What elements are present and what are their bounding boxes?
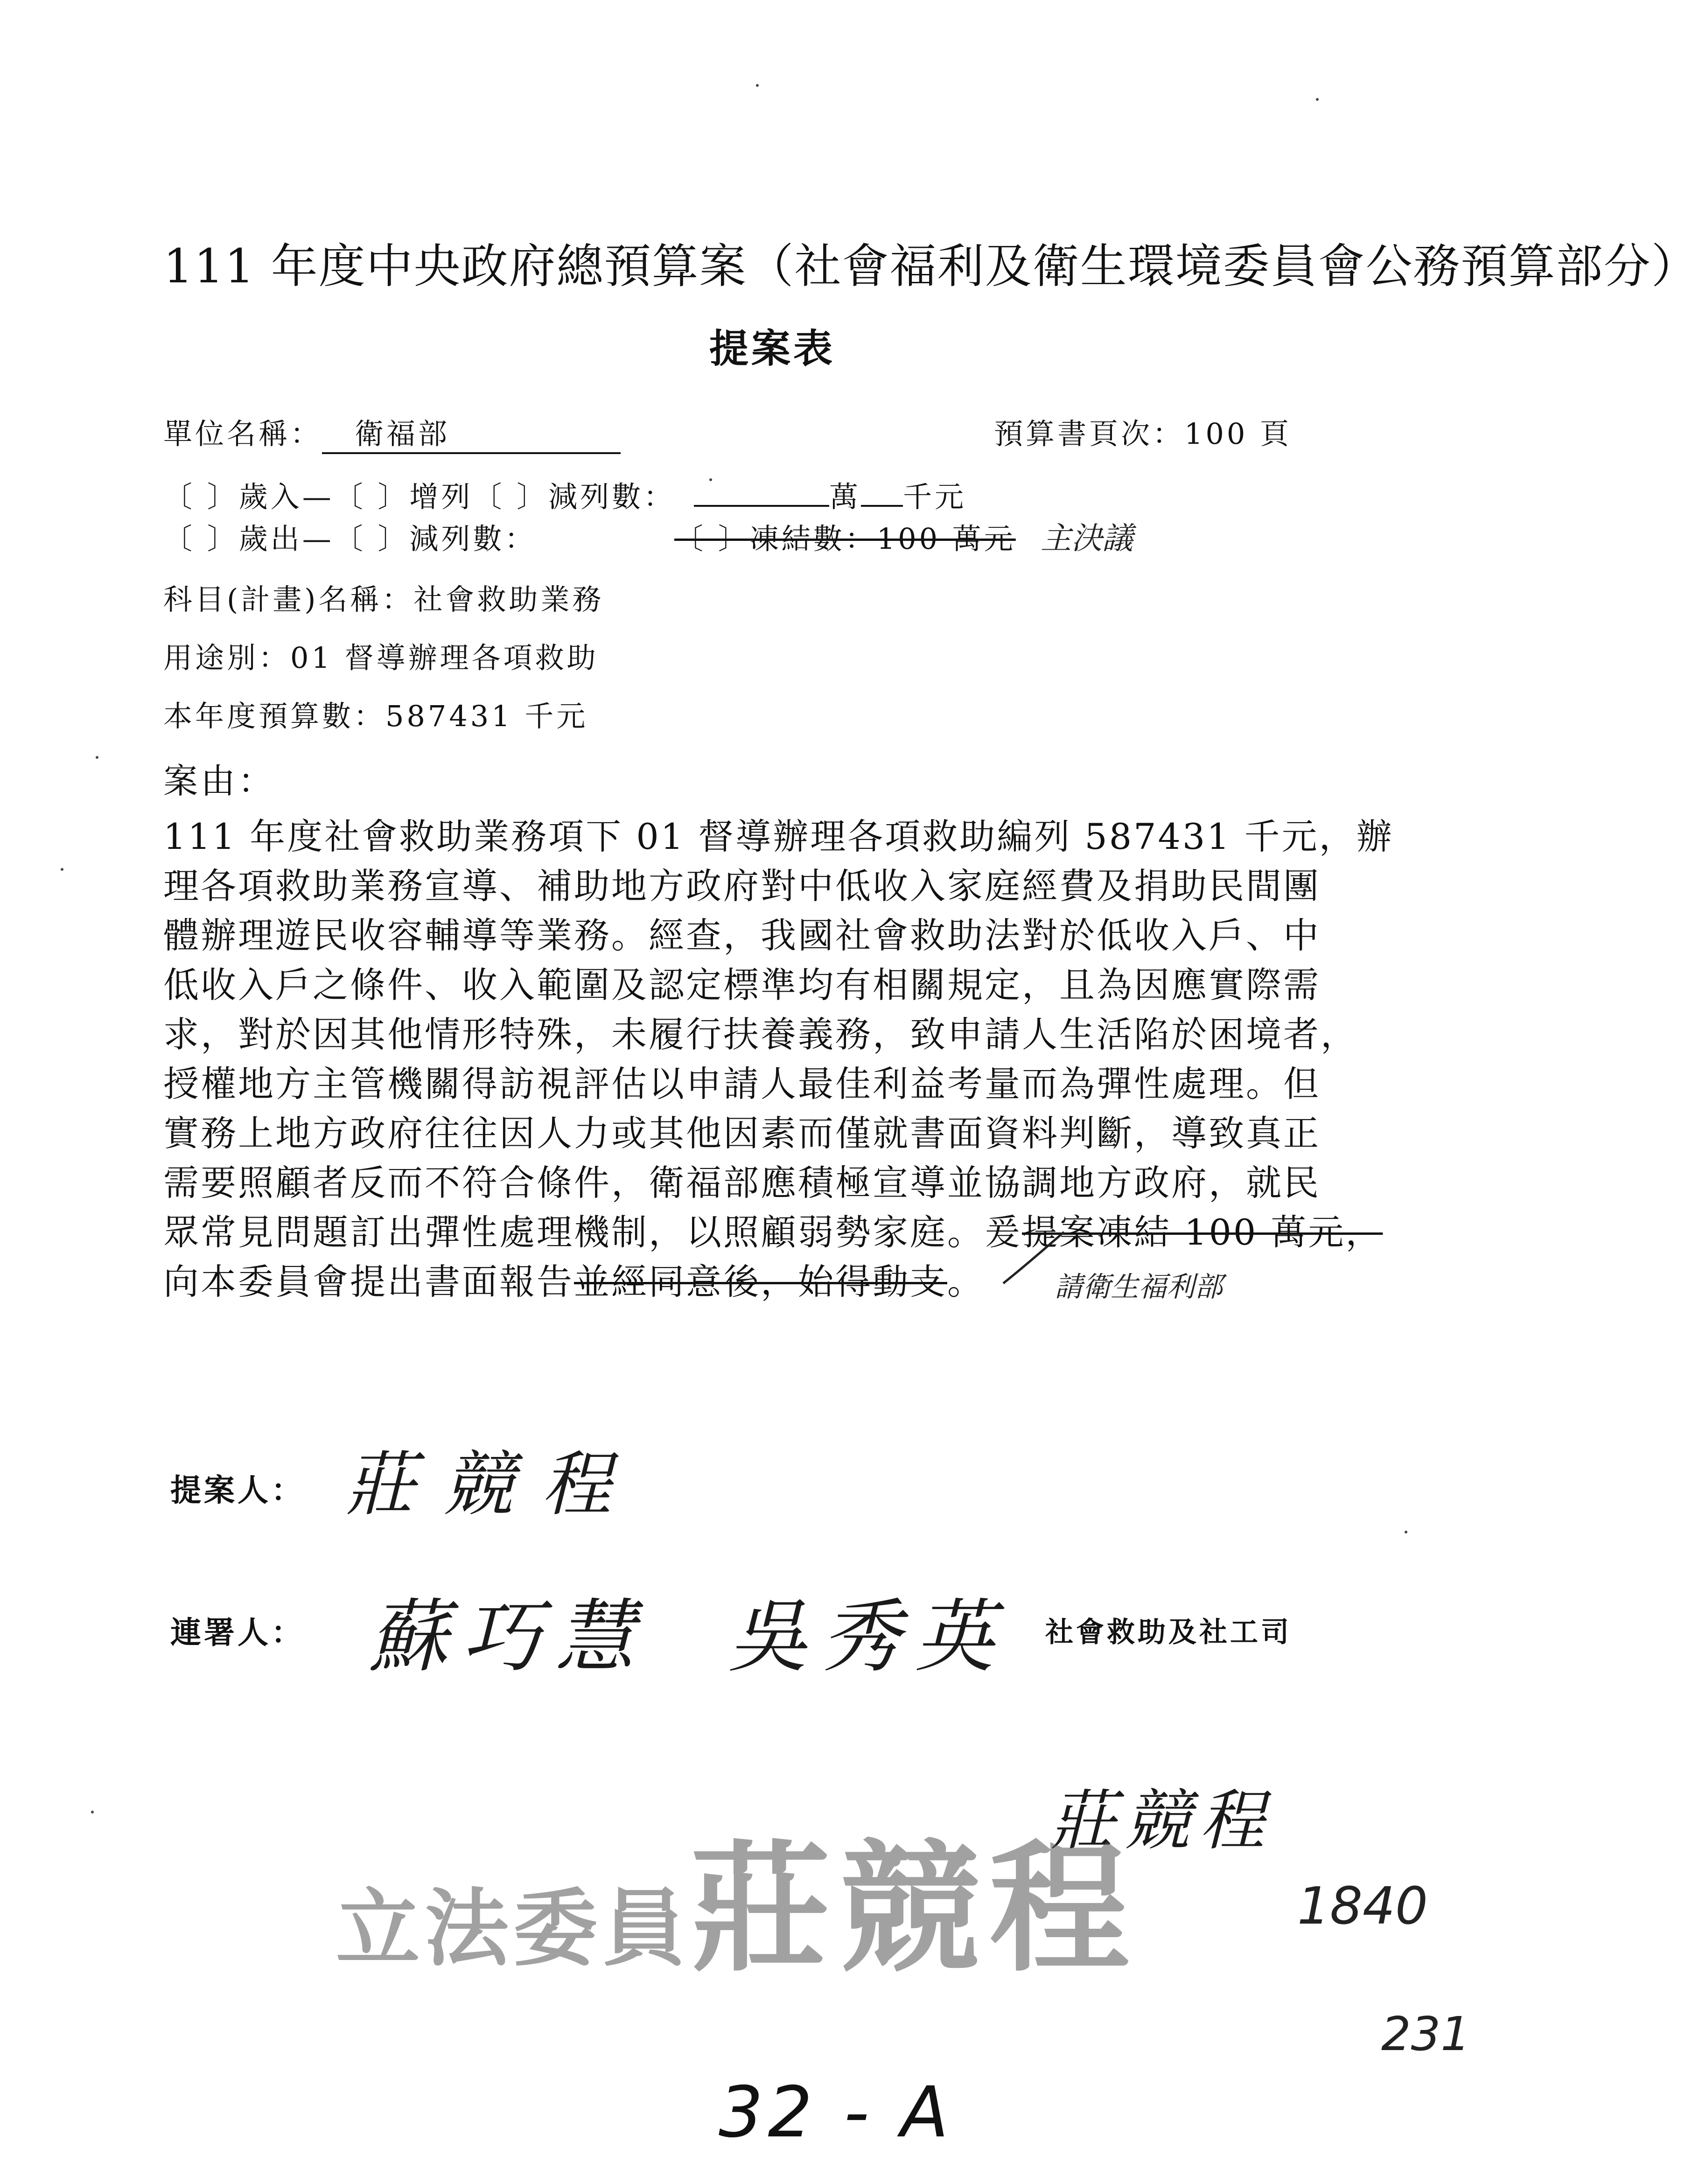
scan-speck xyxy=(709,478,712,481)
form-subtitle: 提案表 xyxy=(709,325,836,371)
unit-row xyxy=(163,411,621,454)
page-title: 111 年度中央政府總預算案（社會福利及衛生環境委員會公務預算部分） xyxy=(163,239,1699,294)
reason-line: 體辦理遊民收容輔導等業務。經查，我國社會救助法對於低收入戶、中 xyxy=(163,915,1321,956)
insert-caret-mark xyxy=(994,1223,1069,1288)
reason-line-amended: 眾常見問題訂出彈性處理機制，以照顧弱勢家庭。爰提案凍結 100 萬元， xyxy=(163,1211,1383,1253)
budget-page: 預算書頁次：100 頁 xyxy=(994,417,1292,451)
document-code: 32 - A xyxy=(719,2072,953,2153)
handwritten-resolution-note: 主決議 xyxy=(1041,520,1133,556)
revenue-label: 〔 〕歲入—〔 〕增列〔 〕減列數： xyxy=(163,480,676,514)
stamp-prefix: 立法委員 xyxy=(336,1879,691,1978)
stamp-name: 莊競程 xyxy=(691,1826,1139,1991)
qian-unit: 千元 xyxy=(903,480,967,514)
unit-field xyxy=(322,411,621,454)
wan-unit: 萬 xyxy=(829,480,861,514)
cosigner-signature: 蘇巧慧 xyxy=(369,1591,649,1683)
reason-line: 授權地方主管機關得訪視評估以申請人最佳利益考量而為彈性處理。但 xyxy=(163,1063,1321,1105)
reason-line: 實務上地方政府往往因人力或其他因素而僅就書面資料判斷，導致真正 xyxy=(163,1113,1321,1154)
scan-speck xyxy=(61,868,63,871)
struck-freeze-text: 提案凍結 100 萬元， xyxy=(1022,1211,1383,1253)
reason-label: 案由： xyxy=(163,761,275,801)
reason-line-amended: 向本委員會提出書面報告並經同意後，始得動支。 xyxy=(163,1261,985,1302)
annotation-mark: 1840 xyxy=(1297,1876,1428,1936)
reason-line: 理各項救助業務宣導、補助地方政府對中低收入家庭經費及捐助民間團 xyxy=(163,865,1321,907)
budget-amount: 本年度預算數：587431 千元 xyxy=(163,699,588,733)
unit-value: 衛福部 xyxy=(355,417,450,451)
reason-line: 低收入戶之條件、收入範圍及認定標準均有相關規定，且為因應實際需 xyxy=(163,964,1321,1006)
expenditure-row xyxy=(163,516,536,557)
legislator-stamp xyxy=(336,1797,1139,1998)
usage-category: 用途別：01 督導辦理各項救助 xyxy=(163,641,599,675)
annotation-signature: 莊競程 xyxy=(1050,1783,1274,1859)
struck-approval-text: 並經同意後，始得動支 xyxy=(574,1261,947,1302)
reason-body xyxy=(163,812,1405,1307)
reason-line: 需要照顧者反而不符合條件，衛福部應積極宣導並協調地方政府，就民 xyxy=(163,1162,1321,1204)
freeze-amount-struck: 〔 〕凍結數：100 萬元 xyxy=(674,522,1016,556)
department-name: 社會救助及社工司 xyxy=(1045,1616,1292,1649)
unit-label: 單位名稱： xyxy=(163,417,322,451)
expenditure-label: 〔 〕歲出—〔 〕減列數： xyxy=(163,522,537,556)
scan-speck xyxy=(96,756,98,759)
page-number: 231 xyxy=(1381,2007,1470,2061)
cosigner-signature: 吳秀英 xyxy=(728,1591,1008,1683)
program-name: 科目(計畫)名稱：社會救助業務 xyxy=(163,582,604,616)
scan-speck xyxy=(756,84,759,87)
handwritten-insert-note: 請衛生福利部 xyxy=(1055,1271,1223,1303)
proposer-label: 提案人： xyxy=(170,1472,305,1508)
reason-line: 111 年度社會救助業務項下 01 督導辦理各項救助編列 587431 千元，辦 xyxy=(163,816,1394,857)
reason-line: 求，對於因其他情形特殊，未履行扶養義務，致申請人生活陷於困境者， xyxy=(163,1014,1358,1055)
cosigner-label: 連署人： xyxy=(170,1614,305,1651)
scan-speck xyxy=(1316,98,1319,101)
scan-speck xyxy=(91,1811,94,1813)
proposer-signature: 莊競程 xyxy=(345,1444,640,1526)
scan-speck xyxy=(1405,1531,1407,1533)
revenue-row xyxy=(163,474,966,515)
